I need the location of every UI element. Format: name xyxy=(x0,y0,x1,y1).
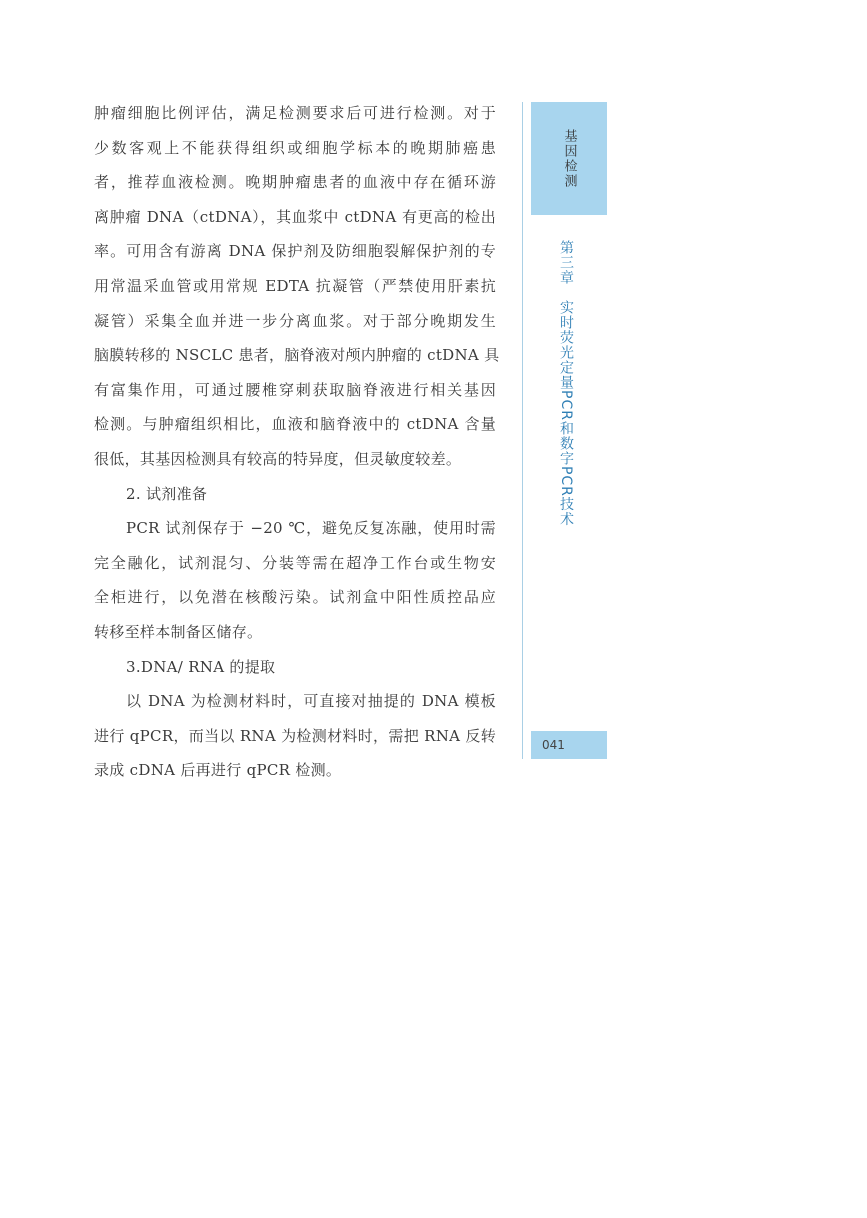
chapter-title: 第三章 实时荧光定量PCR和数字PCR技术 xyxy=(558,240,574,527)
text-line: 进行 qPCR，而当以 RNA 为检测材料时，需把 RNA 反转 xyxy=(94,726,496,745)
page-number: 041 xyxy=(531,731,607,759)
text-line: 用常温采血管或用常规 EDTA 抗凝管（严禁使用肝素抗 xyxy=(94,276,496,295)
section-tab xyxy=(531,102,607,215)
text-line: 脑膜转移的 NSCLC 患者，脑脊液对颅内肿瘤的 ctDNA 具 xyxy=(94,346,500,365)
text-line: 录成 cDNA 后再进行 qPCR 检测。 xyxy=(94,761,342,780)
section-label: 基因检测 xyxy=(561,128,577,189)
text-line: 离肿瘤 DNA（ctDNA），其血浆中 ctDNA 有更高的检出 xyxy=(94,207,496,226)
text-line: 少数客观上不能获得组织或细胞学标本的晚期肺癌患 xyxy=(94,138,496,157)
body-text xyxy=(94,96,500,788)
text-line: 凝管）采集全血并进一步分离血浆。对于部分晚期发生 xyxy=(94,311,496,330)
text-line: 很低，其基因检测具有较高的特异度，但灵敏度较差。 xyxy=(94,449,462,468)
text-line: PCR 试剂保存于 −20 ℃，避免反复冻融，使用时需 xyxy=(126,519,496,538)
text-line: 以 DNA 为检测材料时，可直接对抽提的 DNA 模板 xyxy=(126,692,496,711)
section-heading: 3.DNA/ RNA 的提取 xyxy=(126,657,276,676)
text-line: 肿瘤细胞比例评估，满足检测要求后可进行检测。对于 xyxy=(94,104,496,122)
text-line: 有富集作用，可通过腰椎穿刺获取脑脊液进行相关基因 xyxy=(94,380,496,399)
text-line: 完全融化，试剂混匀、分装等需在超净工作台或生物安 xyxy=(94,553,496,572)
sidebar-divider xyxy=(522,102,523,759)
text-line: 者，推荐血液检测。晚期肿瘤患者的血液中存在循环游 xyxy=(94,173,496,192)
text-line: 全柜进行，以免潜在核酸污染。试剂盒中阳性质控品应 xyxy=(94,588,496,607)
section-heading: 2. 试剂准备 xyxy=(126,484,208,503)
text-line: 转移至样本制备区储存。 xyxy=(94,622,263,641)
text-line: 率。可用含有游离 DNA 保护剂及防细胞裂解保护剂的专 xyxy=(94,242,496,261)
text-line: 检测。与肿瘤组织相比，血液和脑脊液中的 ctDNA 含量 xyxy=(94,415,496,434)
